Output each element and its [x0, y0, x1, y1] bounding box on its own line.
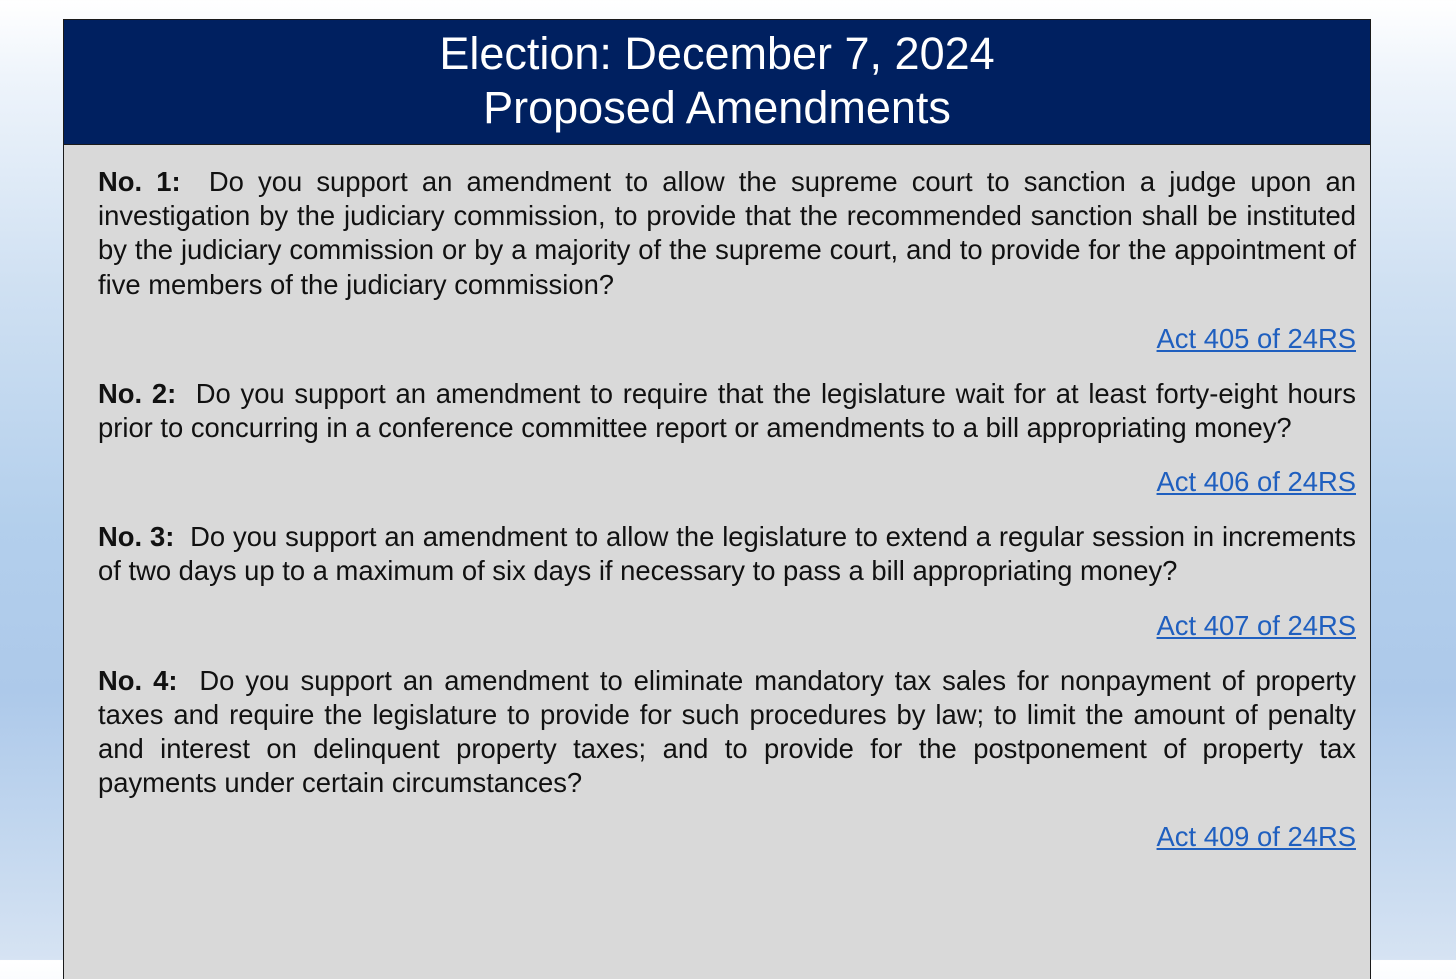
act-link[interactable]: Act 409 of 24RS [1156, 821, 1356, 853]
act-link[interactable]: Act 405 of 24RS [1156, 322, 1356, 354]
act-link[interactable]: Act 406 of 24RS [1156, 466, 1356, 498]
page-title: Election: December 7, 2024 [439, 28, 995, 79]
amendment-text: Do you support an amendment to allow the supreme court to sanction a judge upon an investigation by the judiciary commission, to provide that the recommended sanction shall be instituted by the judiciary commission or by a majority of the supreme court, and to provide for the appointment of five members of the judiciary commission? [98, 166, 1356, 300]
amendment-item-2 [98, 377, 1356, 499]
amendment-number: No. 3: [98, 521, 175, 553]
amendment-text: Do you support an amendment to eliminate mandatory tax sales for nonpayment of property taxes and require the legislature to provide for such procedures by law; to limit the amount of penalty and interest on delinquent property taxes; and to provide for the postponement of property tax payments under certain circumstances? [98, 664, 1356, 799]
amendment-question [98, 664, 1356, 801]
amendment-question [98, 377, 1356, 445]
amendment-text: Do you support an amendment to require that the legislature wait for at least forty-eight hours prior to concurring in a conference committee report or amendments to a bill appropriating money? [98, 377, 1356, 444]
amendment-question [98, 520, 1356, 588]
act-link-container [98, 322, 1356, 356]
act-link-container [98, 465, 1356, 499]
act-link[interactable]: Act 407 of 24RS [1156, 609, 1356, 641]
amendment-item-3 [98, 520, 1356, 642]
slide-header [64, 20, 1370, 145]
amendments-list [64, 145, 1370, 854]
amendment-number: No. 1: [98, 166, 181, 197]
act-link-container [98, 609, 1356, 643]
act-link-container [98, 820, 1356, 854]
amendment-text: Do you support an amendment to allow the legislature to extend a regular session in increments of two days up to a maximum of six days if necessary to pass a bill appropriating money? [98, 521, 1356, 587]
page-subtitle: Proposed Amendments [483, 82, 951, 133]
amendment-number: No. 4: [98, 664, 178, 696]
amendment-item-1 [98, 165, 1356, 356]
amendment-number: No. 2: [98, 377, 177, 409]
amendment-question [98, 165, 1356, 302]
amendment-item-4 [98, 664, 1356, 855]
amendments-slide [63, 19, 1371, 979]
